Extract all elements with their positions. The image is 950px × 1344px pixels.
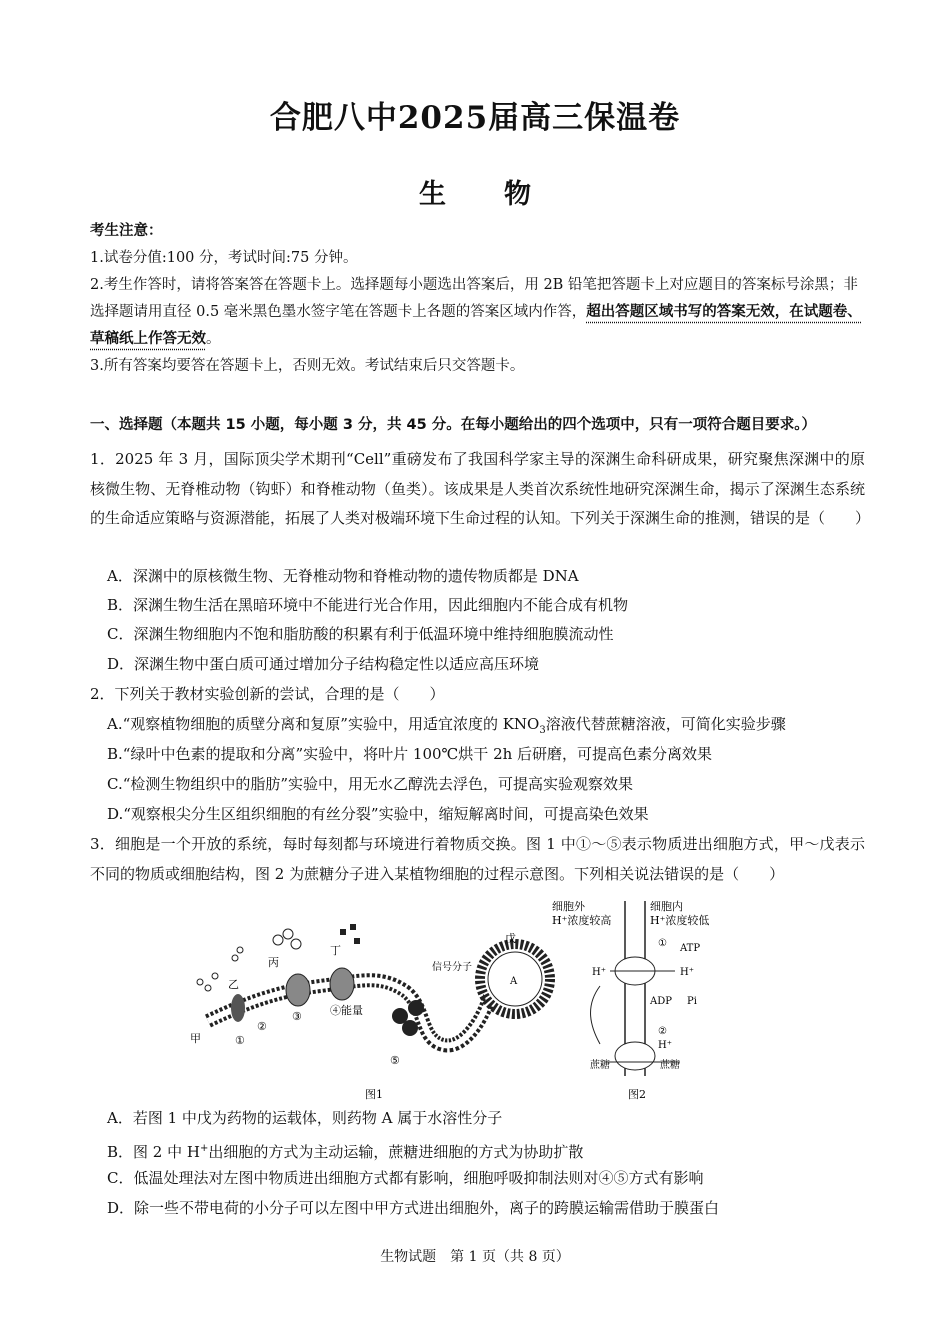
label-way-2: ② — [257, 1020, 267, 1033]
label-carrier-2: ② — [658, 1026, 667, 1037]
particle — [205, 985, 211, 991]
q2-a-pre: A.“观察植物细胞的质壁分离和复原”实验中，用适宜浓度的 KNO — [107, 715, 540, 733]
q3-b-pre: B．图 2 中 H — [107, 1143, 200, 1161]
section-heading-choice: 一、选择题（本题共 15 小题，每小题 3 分，共 45 分。在每小题给出的四个选项中，只有一项符合题目要求。） — [90, 417, 816, 433]
label-outside: 细胞外 — [552, 900, 585, 913]
macromolecule — [408, 1000, 424, 1016]
notice-item-1: 1.试卷分值:100 分，考试时间:75 分钟。 — [90, 250, 358, 266]
question-1-option-d: D．深渊生物中蛋白质可通过增加分子结构稳定性以适应高压环境 — [107, 655, 540, 673]
question-3-stem: 3．细胞是一个开放的系统，每时每刻都与环境进行着物质交换。图 1 中①～⑤表示物质进出细胞方式，甲～戊表示不同的物质或细胞结构，图 2 为蔗糖分子进入某植物细胞的过程示意图。下列相关说法错误的是（ ） — [90, 835, 865, 883]
subject-text: 生物 — [419, 179, 589, 210]
question-1-option-b: B．深渊生物生活在黑暗环境中不能进行光合作用，因此细胞内不能合成有机物 — [107, 596, 629, 614]
question-1-option-c: C．深渊生物细胞内不饱和脂肪酸的积累有利于低温环境中维持细胞膜流动性 — [107, 625, 614, 643]
carrier-protein-ding — [330, 968, 354, 1000]
exam-title: 合肥八中2025届高三保温卷 — [269, 100, 681, 136]
question-1-option-a: A．深渊中的原核微生物、无脊椎动物和脊椎动物的遗传物质都是 DNA — [107, 567, 579, 585]
label-drug-a: A — [510, 976, 518, 987]
sucrose-cotransporter — [615, 1042, 655, 1070]
label-adp: ADP — [650, 996, 672, 1007]
question-2-stem: 2．下列关于教材实验创新的尝试，合理的是（ ） — [90, 685, 445, 703]
label-pi: Pi — [687, 996, 697, 1007]
label-signal-molecule: 信号分子 — [432, 962, 472, 973]
label-way-5: ⑤ — [390, 1054, 400, 1067]
question-3-option-c: C．低温处理法对左图中物质进出细胞方式都有影响，细胞呼吸抑制法则对④⑤方式有影响 — [107, 1169, 704, 1187]
label-sucrose-in: 蔗糖 — [660, 1060, 680, 1071]
notice-item-2-end: 。 — [206, 331, 221, 347]
particle — [197, 979, 203, 985]
notice-item-2-emphasis: 超出答题区域书写的答案无效，在试题卷、草稿纸上作答无效 — [90, 304, 862, 347]
label-hplus-2: H⁺ — [658, 1040, 672, 1051]
channel-protein-yi — [231, 994, 245, 1022]
label-way-3: ③ — [292, 1010, 302, 1023]
figure-2 — [552, 899, 709, 1101]
label-outside-h: H⁺浓度较高 — [552, 914, 612, 927]
label-atp: ATP — [680, 943, 701, 954]
label-ding: 丁 — [330, 944, 341, 957]
exam-notice — [90, 218, 870, 380]
page-footer: 生物试题 第 1 页（共 8 页） — [380, 1249, 570, 1265]
particle — [232, 955, 238, 961]
q3-b-post: 出细胞的方式为主动运输，蔗糖进细胞的方式为协助扩散 — [208, 1143, 584, 1161]
figure-2-caption: 图2 — [628, 1088, 646, 1101]
macromolecule — [402, 1020, 418, 1036]
label-sucrose-out: 蔗糖 — [590, 1060, 610, 1071]
particle — [212, 973, 218, 979]
figure-1 — [190, 924, 550, 1101]
q2-a-sub: 3 — [539, 725, 546, 736]
particle — [237, 947, 243, 953]
label-hplus-in: H⁺ — [680, 967, 694, 978]
question-3-option-b — [107, 1134, 867, 1167]
particle — [350, 924, 356, 930]
question-2-option-c: C.“检测生物组织中的脂肪”实验中，用无水乙醇洗去浮色，可提高实验观察效果 — [107, 775, 634, 793]
label-way-4-energy: ④能量 — [330, 1004, 363, 1017]
q3-b-sup: + — [199, 1143, 209, 1154]
question-3-option-a: A．若图 1 中戊为药物的运载体，则药物 A 属于水溶性分子 — [107, 1109, 503, 1127]
figure-1-caption: 图1 — [365, 1088, 383, 1101]
subject-title — [0, 172, 950, 211]
notice-item-2 — [90, 272, 870, 353]
particle — [283, 929, 293, 939]
label-yi: 乙 — [228, 978, 239, 991]
question-2-option-d: D.“观察根尖分生区组织细胞的有丝分裂”实验中，缩短解离时间，可提高染色效果 — [107, 805, 649, 823]
q2-a-post: 溶液代替蔗糖溶液，可简化实验步骤 — [545, 715, 786, 733]
label-bing: 丙 — [268, 956, 279, 969]
particle — [354, 938, 360, 944]
particle — [273, 935, 283, 945]
label-carrier-1: ① — [658, 938, 667, 949]
membrane-transport-figure — [180, 896, 710, 1106]
particle — [340, 929, 346, 935]
label-jia: 甲 — [190, 1032, 201, 1045]
label-wu: 戊 — [505, 932, 516, 945]
notice-item-3: 3.所有答案均要答在答题卡上，否则无效。考试结束后只交答题卡。 — [90, 358, 525, 374]
particle — [291, 939, 301, 949]
label-hplus-out: H⁺ — [592, 967, 606, 978]
carrier-protein-bing — [286, 974, 310, 1006]
proton-return-arrow — [591, 986, 600, 1044]
label-way-1: ① — [235, 1034, 245, 1047]
label-inside: 细胞内 — [650, 900, 683, 913]
question-1-stem: 1．2025 年 3 月，国际顶尖学术期刊“Cell”重磅发布了我国科学家主导的深渊生命科研成果，研究聚焦深渊中的原核微生物、无脊椎动物（钩虾）和脊椎动物（鱼类）。该成果是人类首次系统性地研究深渊生命，揭示了深渊生态系统的生命适应策略与资源潜能，拓展了人类对极端环境下生命过程的认知。下列关于深渊生命的推测，错误的是（ ） — [90, 450, 871, 527]
question-3-option-d: D．除一些不带电荷的小分子可以左图中甲方式进出细胞外，离子的跨膜运输需借助于膜蛋白 — [107, 1199, 720, 1217]
notice-item-2-text: 2.考生作答时，请将答案答在答题卡上。选择题每小题选出答案后，用 2B 铅笔把答题卡上对应题目的答案标号涂黑；非选择题请用直径 0.5 毫米黑色墨水签字笔在答题卡上各题的答案区域内作答， — [90, 277, 858, 320]
question-2-option-b: B.“绿叶中色素的提取和分离”实验中，将叶片 100℃烘干 2h 后研磨，可提高色素分离效果 — [107, 745, 713, 763]
notice-heading: 考生注意： — [90, 223, 163, 239]
label-inside-h: H⁺浓度较低 — [650, 914, 710, 927]
